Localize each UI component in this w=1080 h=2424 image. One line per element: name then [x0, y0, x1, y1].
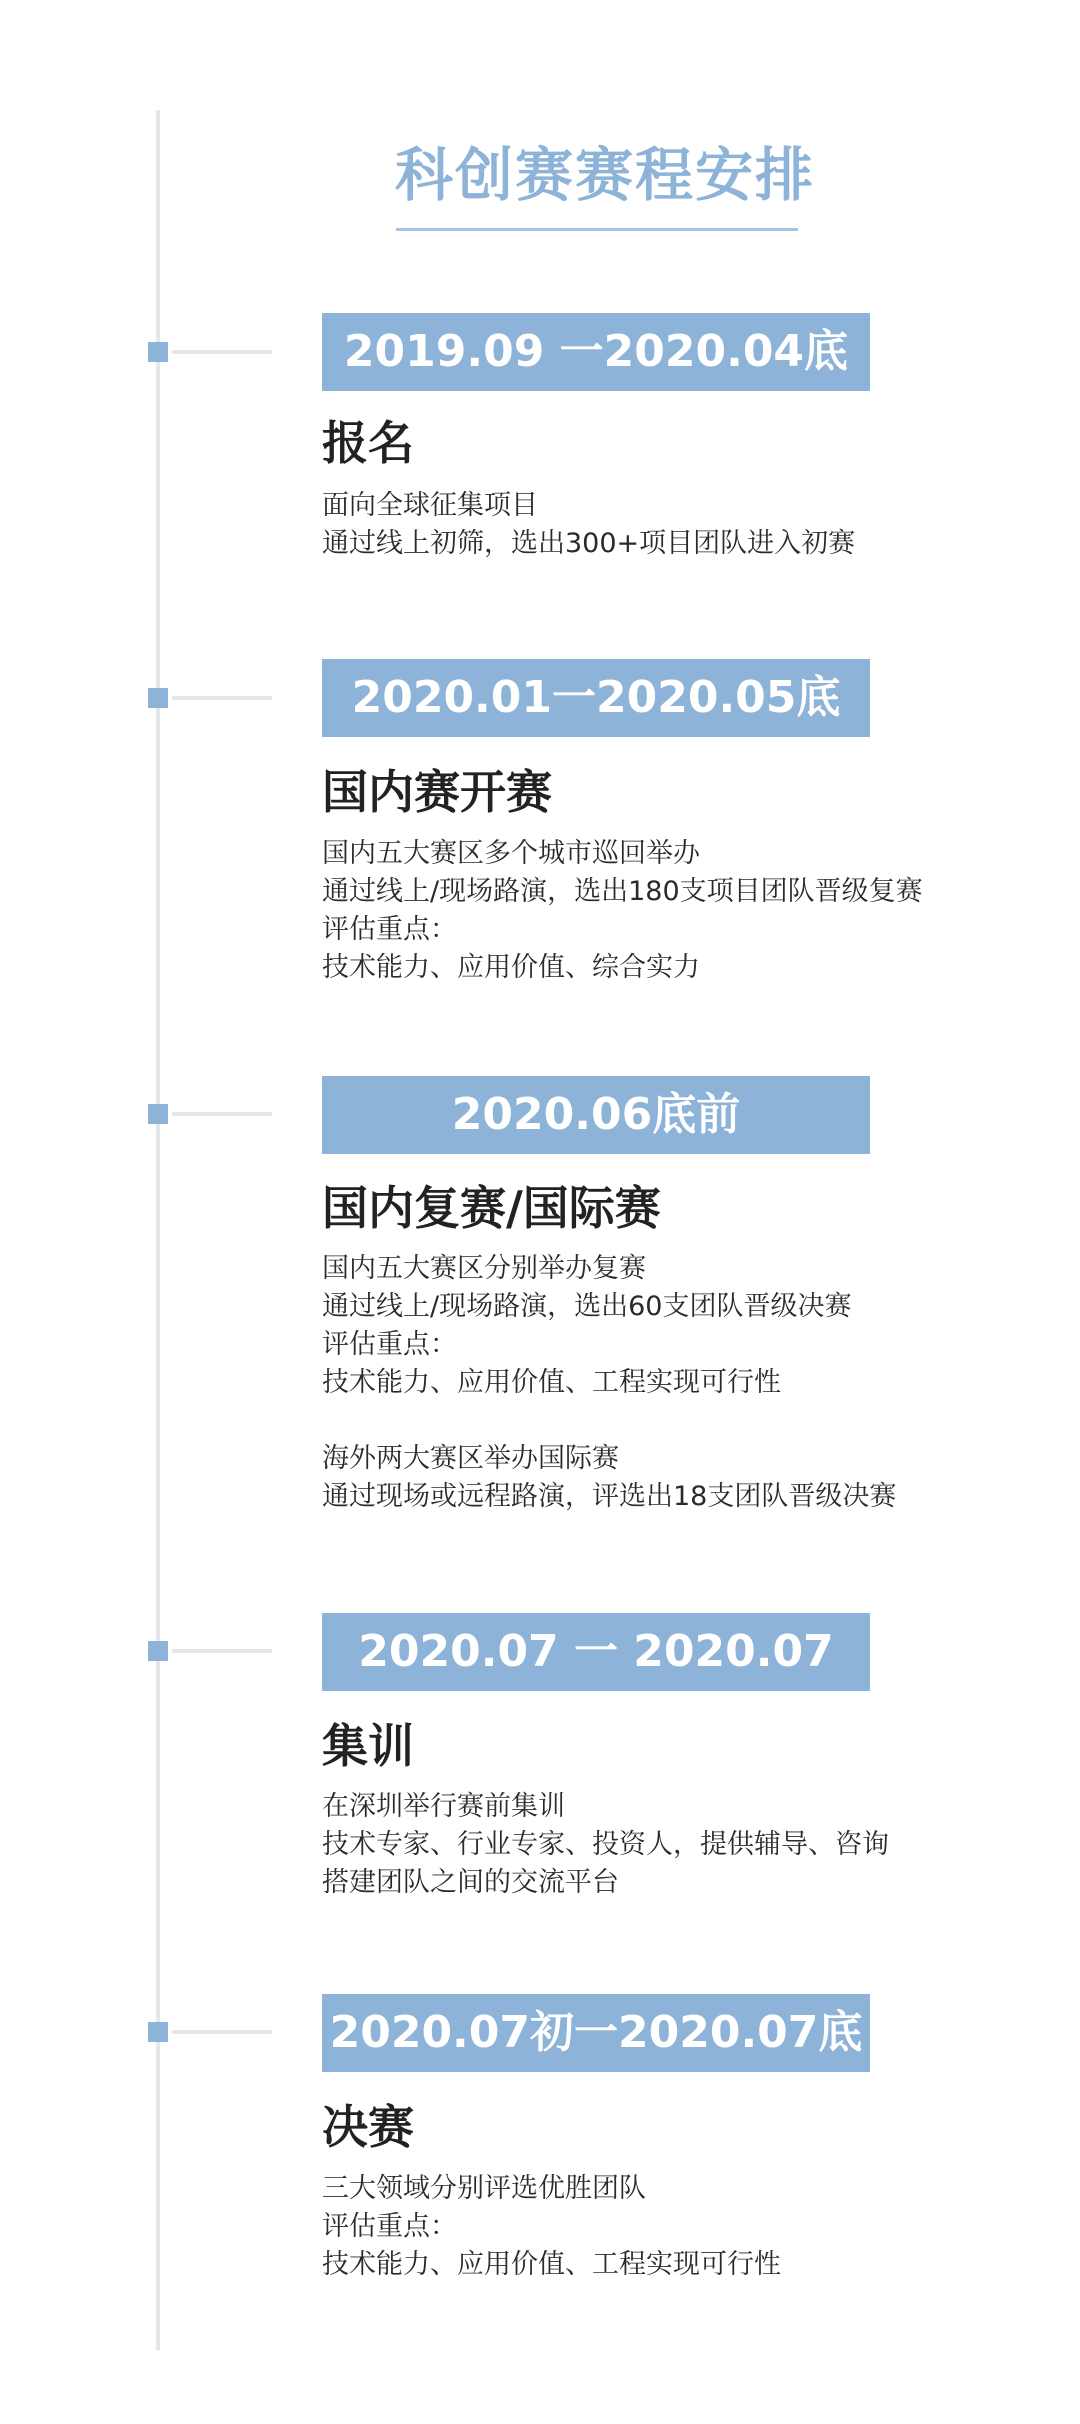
description-line: 通过现场或远程路演，评选出18支团队晋级决赛 [322, 1481, 897, 1512]
timeline-line [156, 110, 160, 2350]
description-line: 通过线上/现场路演，选出60支团队晋级决赛 [322, 1291, 852, 1322]
stage-title: 国内复赛/国际赛 [322, 1181, 661, 1235]
stage-description [322, 1250, 1052, 1516]
stage-title: 国内赛开赛 [322, 765, 552, 819]
date-banner: 2020.01一2020.05底 [322, 659, 870, 737]
page-title: 科创赛赛程安排 [394, 141, 815, 209]
timeline-marker [148, 342, 168, 362]
timeline-marker [148, 1104, 168, 1124]
stage-description [322, 2170, 1052, 2284]
date-banner: 2020.06底前 [322, 1076, 870, 1154]
stage-title: 集训 [322, 1719, 414, 1773]
date-banner: 2019.09 一2020.04底 [322, 313, 870, 391]
date-banner: 2020.07初一2020.07底 [322, 1994, 870, 2072]
stage-description [322, 1788, 1052, 1902]
description-line: 技术能力、应用价值、综合实力 [322, 952, 700, 983]
description-line: 通过线上初筛，选出300+项目团队进入初赛 [322, 528, 856, 559]
description-line: 通过线上/现场路演，选出180支项目团队晋级复赛 [322, 876, 923, 907]
description-line: 评估重点： [322, 914, 457, 945]
stage-title: 报名 [322, 416, 414, 470]
description-line: 在深圳举行赛前集训 [322, 1791, 565, 1822]
description-line: 三大领域分别评选优胜团队 [322, 2173, 646, 2204]
description-line: 搭建团队之间的交流平台 [322, 1867, 619, 1898]
description-line: 技术专家、行业专家、投资人，提供辅导、咨询 [322, 1829, 889, 1860]
description-line: 技术能力、应用价值、工程实现可行性 [322, 1367, 781, 1398]
description-line: 国内五大赛区分别举办复赛 [322, 1253, 646, 1284]
description-line: 面向全球征集项目 [322, 490, 538, 521]
paragraph-gap [322, 1402, 1052, 1440]
date-banner: 2020.07 一 2020.07 [322, 1613, 870, 1691]
timeline-connector [172, 350, 272, 354]
stage-description [322, 487, 1052, 563]
timeline-connector [172, 1112, 272, 1116]
description-line: 技术能力、应用价值、工程实现可行性 [322, 2249, 781, 2280]
timeline-connector [172, 2030, 272, 2034]
stage-description [322, 835, 1052, 987]
timeline-marker [148, 2022, 168, 2042]
title-underline [396, 228, 798, 231]
description-line: 海外两大赛区举办国际赛 [322, 1443, 619, 1474]
timeline-marker [148, 688, 168, 708]
description-line: 国内五大赛区多个城市巡回举办 [322, 838, 700, 869]
timeline-connector [172, 1649, 272, 1653]
description-line: 评估重点： [322, 2211, 457, 2242]
timeline-marker [148, 1641, 168, 1661]
description-line: 评估重点： [322, 1329, 457, 1360]
timeline-connector [172, 696, 272, 700]
stage-title: 决赛 [322, 2100, 414, 2154]
